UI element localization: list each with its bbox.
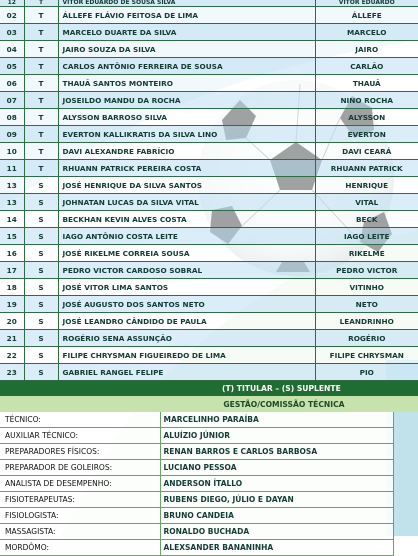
player-name: IAGO ANTÔNIO COSTA LEITE [58,228,315,245]
player-number: 14 [0,211,24,228]
staff-name: LUCIANO PESSOA [160,460,393,476]
player-number: 22 [0,347,24,364]
player-number: 13 [0,194,24,211]
player-name: JAIRO SOUZA DA SILVA [58,41,315,58]
player-position: S [24,330,58,347]
player-position: S [24,313,58,330]
player-nickname: THAUÃ [315,75,418,92]
player-number: 21 [0,330,24,347]
player-name: FILIPE CHRYSMAN FIGUEIREDO DE LIMA [58,347,315,364]
staff-name: BRUNO CANDEIA [160,508,393,524]
player-position: T [24,109,58,126]
player-position: S [24,211,58,228]
player-name: JOSÉ AUGUSTO DOS SANTOS NETO [58,296,315,313]
player-nickname: HENRIQUE [315,177,418,194]
player-name: MARCELO DUARTE DA SILVA [58,24,315,41]
staff-role: AUXILIAR TÉCNICO: [0,428,160,444]
player-number: 12 [0,0,24,7]
staff-title: GESTÃO/COMISSÃO TÉCNICA [223,400,345,409]
staff-role: PREPARADOR DE GOLEIROS: [0,460,160,476]
player-nickname: RIKELME [315,245,418,262]
player-row [0,160,418,177]
player-number: 06 [0,75,24,92]
player-number: 10 [0,143,24,160]
player-nickname: ROGÉRIO [315,330,418,347]
player-row [0,41,418,58]
player-number: 08 [0,109,24,126]
player-name: JOSÉ VITOR LIMA SANTOS [58,279,315,296]
player-name: THAUÃ SANTOS MONTEIRO [58,75,315,92]
player-position: T [24,143,58,160]
player-number: 19 [0,296,24,313]
player-name: ALYSSON BARROSO SILVA [58,109,315,126]
player-nickname: BECK [315,211,418,228]
player-row [0,313,418,330]
staff-row [0,524,393,540]
staff-name: ALEXSANDER BANANINHA [160,540,393,556]
player-number: 13 [0,177,24,194]
player-position: S [24,262,58,279]
player-position: S [24,228,58,245]
player-row [0,92,418,109]
staff-role: PREPARADORES FÍSICOS: [0,444,160,460]
player-nickname: VITINHO [315,279,418,296]
player-name: JOSÉ LEANDRO CÂNDIDO DE PAULA [58,313,315,330]
staff-row [0,428,393,444]
player-number: 02 [0,7,24,24]
player-position: T [24,7,58,24]
player-name: JOSEILDO MANDU DA ROCHA [58,92,315,109]
player-position: T [24,58,58,75]
player-position: S [24,364,58,381]
staff-name: MARCELINHO PARAÍBA [160,412,393,428]
player-nickname: IAGO LEITE [315,228,418,245]
player-name: ROGÉRIO SENA ASSUNÇÃO [58,330,315,347]
player-position: S [24,347,58,364]
player-position: S [24,279,58,296]
player-row [0,24,418,41]
player-row [0,279,418,296]
player-row [0,109,418,126]
player-nickname: ALYSSON [315,109,418,126]
staff-row [0,444,393,460]
player-number: 09 [0,126,24,143]
player-position: T [24,126,58,143]
player-nickname: PEDRO VICTOR [315,262,418,279]
player-row [0,58,418,75]
player-row [0,347,418,364]
player-name: PEDRO VICTOR CARDOSO SOBRAL [58,262,315,279]
player-number: 11 [0,160,24,177]
player-number: 03 [0,24,24,41]
player-row [0,7,418,24]
staff-row [0,508,393,524]
staff-name: ANDERSON ÍTALLO [160,476,393,492]
player-position: T [24,92,58,109]
player-nickname: FILIPE CHRYSMAN [315,347,418,364]
player-row [0,296,418,313]
staff-row [0,492,393,508]
player-name: DAVI ALEXANDRE FABRÍCIO [58,143,315,160]
player-row [0,177,418,194]
player-number: 23 [0,364,24,381]
player-row [0,364,418,381]
player-nickname: JAIRO [315,41,418,58]
player-nickname: CARLÃO [315,58,418,75]
player-name: VITOR EDUARDO DE SOUSA SILVA [58,0,315,7]
player-number: 05 [0,58,24,75]
player-position: T [24,160,58,177]
player-position: S [24,177,58,194]
player-row [0,211,418,228]
player-nickname: EVERTON [315,126,418,143]
player-position: T [24,75,58,92]
staff-name: RENAN BARROS E CARLOS BARBOSA [160,444,393,460]
player-position: S [24,296,58,313]
player-row [0,228,418,245]
player-name: EVERTON KALLIKRATIS DA SILVA LINO [58,126,315,143]
player-name: RHUANN PATRICK PEREIRA COSTA [58,160,315,177]
player-nickname: DAVI CEARÁ [315,143,418,160]
player-row [0,245,418,262]
staff-table [0,412,394,556]
player-row [0,194,418,211]
player-name: ÁLLEFE FLÁVIO FEITOSA DE LIMA [58,7,315,24]
player-number: 15 [0,228,24,245]
staff-row [0,540,393,556]
staff-role: FISIOTERAPEUTAS: [0,492,160,508]
player-number: 20 [0,313,24,330]
player-number: 16 [0,245,24,262]
staff-role: MASSAGISTA: [0,524,160,540]
player-number: 07 [0,92,24,109]
staff-role: ANALISTA DE DESEMPENHO: [0,476,160,492]
player-row [0,330,418,347]
player-nickname: PIO [315,364,418,381]
player-position: T [24,24,58,41]
staff-name: RUBENS DIEGO, JÚLIO E DAYAN [160,492,393,508]
player-row [0,75,418,92]
staff-role: MORDÔMO: [0,540,160,556]
staff-role: TÉCNICO: [0,412,160,428]
player-nickname: NETO [315,296,418,313]
player-nickname: LEANDRINHO [315,313,418,330]
player-name: CARLOS ANTÔNIO FERREIRA DE SOUSA [58,58,315,75]
player-row [0,143,418,160]
staff-row [0,476,393,492]
legend-text: (T) TITULAR – (S) SUPLENTE [222,384,341,393]
player-nickname: VITOR EDUARDO [315,0,418,7]
player-position: T [24,41,58,58]
staff-name: ALUÍZIO JÚNIOR [160,428,393,444]
staff-row [0,460,393,476]
player-name: JOHNATAN LUCAS DA SILVA VITAL [58,194,315,211]
player-position: S [24,194,58,211]
player-nickname: ÁLLEFE [315,7,418,24]
player-number: 17 [0,262,24,279]
player-position: S [24,245,58,262]
player-name: GABRIEL RANGEL FELIPE [58,364,315,381]
legend-bar [0,381,418,396]
player-name: BECKHAN KEVIN ALVES COSTA [58,211,315,228]
staff-name: RONALDO BUCHADA [160,524,393,540]
player-row [0,262,418,279]
player-nickname: MARCELO [315,24,418,41]
player-number: 04 [0,41,24,58]
player-nickname: RHUANN PATRICK [315,160,418,177]
player-row [0,126,418,143]
player-name: JOSÉ RIKELME CORREIA SOUSA [58,245,315,262]
staff-title-bar [0,396,418,412]
player-nickname: VITAL [315,194,418,211]
player-position: T [24,0,58,7]
player-name: JOSÉ HENRIQUE DA SILVA SANTOS [58,177,315,194]
staff-role: FISIOLOGISTA: [0,508,160,524]
player-number: 18 [0,279,24,296]
player-nickname: NINO ROCHA [315,92,418,109]
staff-row [0,412,393,428]
